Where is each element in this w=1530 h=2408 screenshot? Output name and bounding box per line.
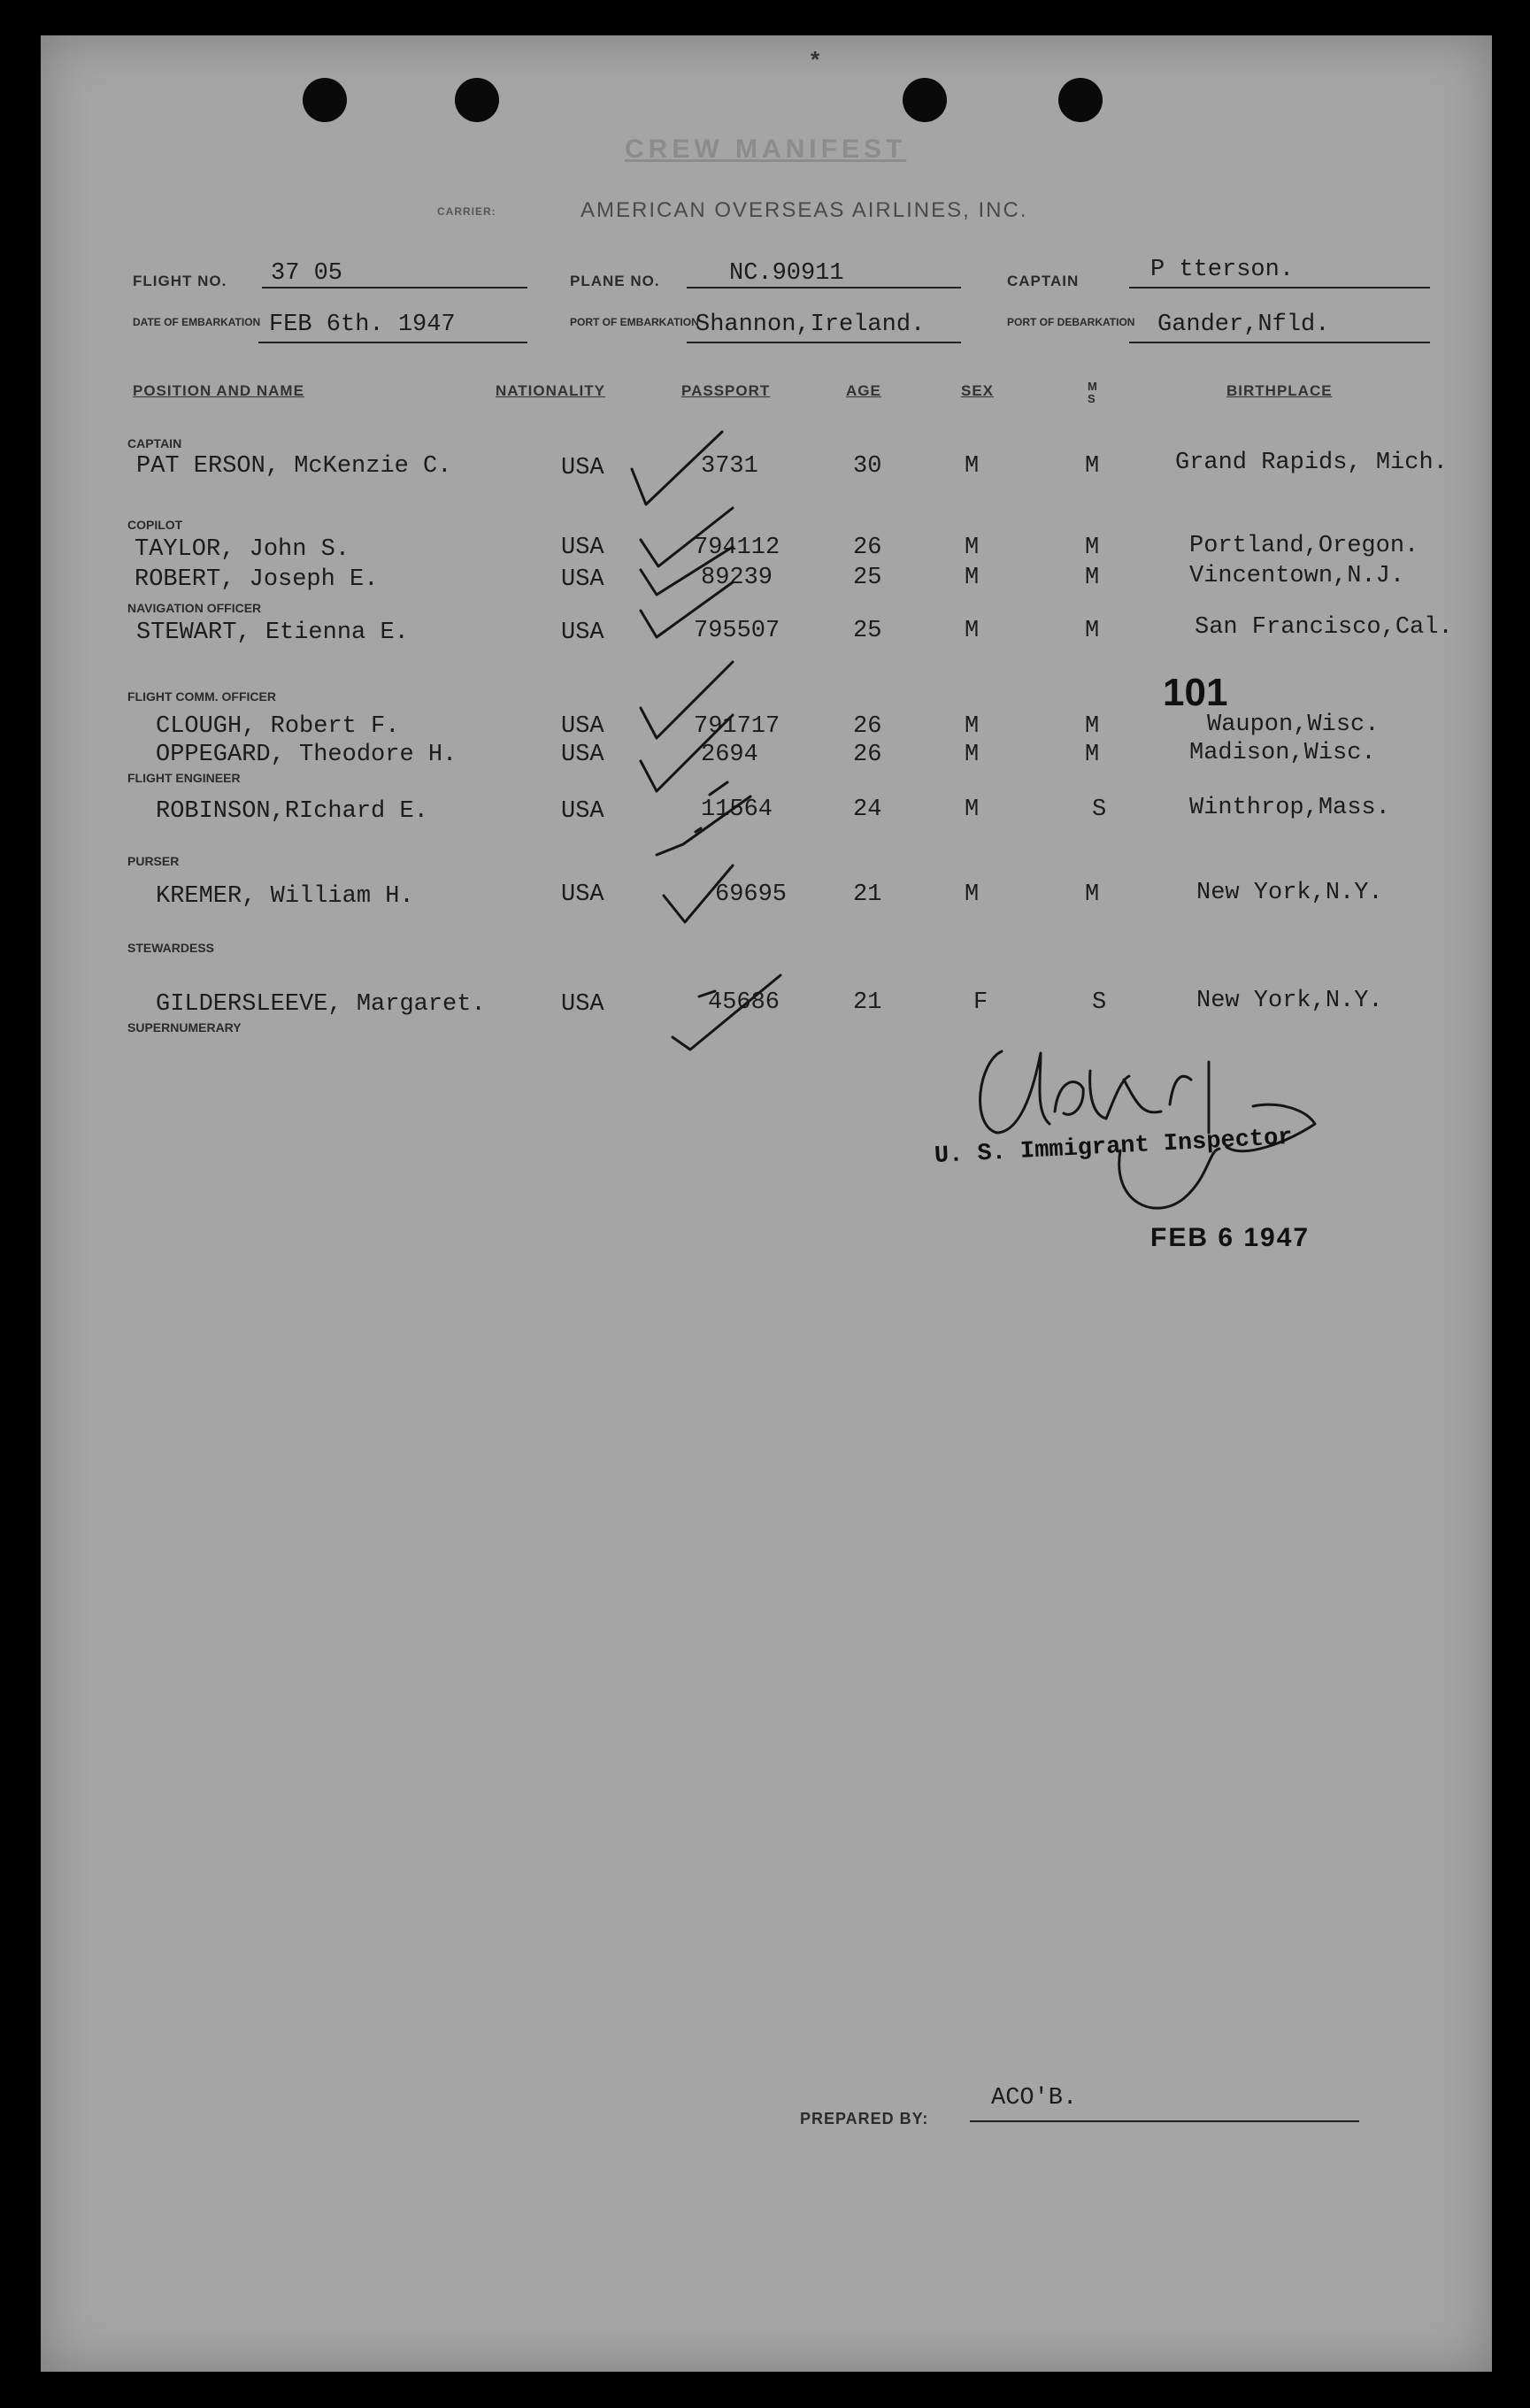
crew-nationality: USA	[561, 991, 604, 1018]
punch-hole	[303, 78, 347, 122]
inspector-signature	[943, 1027, 1403, 1230]
col-sex: SEX	[961, 382, 995, 399]
crew-nationality: USA	[561, 566, 604, 593]
crew-marital: M	[1085, 713, 1100, 740]
crew-name: ROBINSON,RIchard E.	[156, 798, 428, 825]
crew-sex: M	[965, 881, 980, 908]
crew-sex: M	[965, 618, 980, 644]
date-label: DATE OF EMBARKATION	[133, 316, 261, 328]
captain-name: P tterson.	[1150, 257, 1295, 283]
plane-label: PLANE NO.	[570, 273, 660, 289]
crew-sex: M	[965, 742, 980, 768]
check-mark	[625, 425, 731, 513]
crew-nationality: USA	[561, 619, 604, 646]
section-purser: PURSER	[127, 854, 180, 868]
col-age: AGE	[846, 382, 881, 399]
flight-number: 37 05	[271, 260, 343, 287]
check-mark	[660, 846, 784, 935]
section-navigation: NAVIGATION OFFICER	[127, 601, 262, 615]
crew-marital: M	[1085, 453, 1100, 480]
crew-name: KREMER, William H.	[156, 883, 414, 910]
col-position: POSITION AND NAME	[133, 382, 304, 399]
section-engineer: FLIGHT ENGINEER	[127, 771, 241, 785]
crew-birthplace: New York,N.Y.	[1196, 988, 1383, 1014]
crew-passport: 794112	[694, 535, 780, 561]
crew-birthplace: Portland,Oregon.	[1189, 533, 1419, 559]
carrier-label: CARRIER:	[437, 205, 496, 218]
crew-sex: F	[973, 989, 988, 1016]
crew-nationality: USA	[561, 713, 604, 740]
crew-marital: M	[1085, 535, 1100, 561]
date-line	[258, 342, 527, 343]
section-stewardess: STEWARDESS	[127, 941, 215, 955]
crew-birthplace: San Francisco,Cal.	[1195, 614, 1453, 641]
crew-name: GILDERSLEEVE, Margaret.	[156, 991, 486, 1018]
crew-passport: 795507	[694, 618, 780, 644]
crew-birthplace: Grand Rapids, Mich.	[1175, 450, 1448, 476]
port-dis-label: PORT OF DEBARKATION	[1007, 316, 1135, 328]
crew-marital: S	[1092, 796, 1107, 823]
crew-name: STEWART, Etienna E.	[136, 619, 409, 646]
check-mark	[665, 947, 807, 1044]
punch-hole	[455, 78, 499, 122]
crew-birthplace: Waupon,Wisc.	[1207, 712, 1380, 738]
inspector-title: U. S. Immigrant Inspector	[934, 1124, 1294, 1170]
crew-nationality: USA	[561, 742, 604, 768]
prepared-by: ACO'B.	[991, 2085, 1078, 2112]
crew-name: PAT ERSON, McKenzie C.	[136, 453, 452, 480]
crew-age: 24	[853, 796, 882, 823]
section-comm: FLIGHT COMM. OFFICER	[127, 689, 276, 704]
crew-name: TAYLOR, John S.	[135, 536, 350, 563]
plane-number: NC.90911	[729, 260, 844, 287]
flight-line	[262, 287, 527, 288]
port-of-embarkation: Shannon,Ireland.	[696, 312, 926, 338]
crew-nationality: USA	[561, 535, 604, 561]
crew-sex: M	[965, 713, 980, 740]
crew-marital: M	[1085, 618, 1100, 644]
crew-passport: 45686	[708, 989, 780, 1016]
crew-passport: 2694	[701, 742, 758, 768]
check-mark	[635, 577, 742, 648]
crew-passport: 89239	[701, 565, 773, 591]
crew-marital: M	[1085, 565, 1100, 591]
crew-sex: M	[965, 565, 980, 591]
section-copilot: COPILOT	[127, 518, 183, 532]
carrier-name: AMERICAN OVERSEAS AIRLINES, INC.	[580, 198, 1028, 222]
page-number: 101	[1163, 671, 1228, 714]
punch-hole	[1058, 78, 1103, 122]
crew-age: 21	[853, 989, 882, 1016]
crew-passport: 791717	[694, 713, 780, 740]
crew-nationality: USA	[561, 798, 604, 825]
crew-age: 25	[853, 618, 882, 644]
port-emb-line	[687, 342, 961, 343]
captain-label: CAPTAIN	[1007, 273, 1080, 289]
plane-line	[687, 287, 961, 288]
manifest-page	[41, 35, 1492, 2372]
crew-nationality: USA	[561, 881, 604, 908]
crew-age: 30	[853, 453, 882, 480]
flight-label: FLIGHT NO.	[133, 273, 227, 289]
port-dis-line	[1129, 342, 1430, 343]
crew-nationality: USA	[561, 455, 604, 481]
crew-sex: M	[965, 453, 980, 480]
crew-birthplace: New York,N.Y.	[1196, 880, 1383, 906]
crew-age: 26	[853, 742, 882, 768]
crew-marital: M	[1085, 881, 1100, 908]
crew-passport: 11564	[701, 796, 773, 823]
col-nationality: NATIONALITY	[496, 382, 606, 399]
crew-marital: M	[1085, 742, 1100, 768]
prepared-by-label: PREPARED BY:	[800, 2110, 929, 2127]
col-ms	[1088, 381, 1097, 405]
crew-birthplace: Madison,Wisc.	[1189, 740, 1376, 766]
col-ms-top: M	[1088, 380, 1097, 393]
crew-name: ROBERT, Joseph E.	[135, 566, 379, 593]
prepared-by-line	[970, 2120, 1359, 2122]
punch-hole	[903, 78, 947, 122]
crew-name: CLOUGH, Robert F.	[156, 713, 400, 740]
crew-age: 21	[853, 881, 882, 908]
section-captain: CAPTAIN	[127, 436, 182, 450]
crew-passport: 69695	[715, 881, 788, 908]
port-emb-label: PORT OF EMBARKATION	[570, 316, 699, 328]
col-passport: PASSPORT	[681, 382, 771, 399]
crew-age: 25	[853, 565, 882, 591]
captain-line	[1129, 287, 1430, 288]
col-ms-bottom: S	[1088, 392, 1096, 405]
crew-name: OPPEGARD, Theodore H.	[156, 742, 457, 768]
crew-birthplace: Winthrop,Mass.	[1189, 795, 1390, 821]
col-birthplace: BIRTHPLACE	[1226, 382, 1333, 399]
crew-marital: S	[1092, 989, 1107, 1016]
section-supernumerary: SUPERNUMERARY	[127, 1020, 242, 1035]
crew-passport: 3731	[701, 453, 758, 480]
port-of-debarkation: Gander,Nfld.	[1157, 312, 1330, 338]
crew-sex: M	[965, 535, 980, 561]
embarkation-date: FEB 6th. 1947	[269, 312, 456, 338]
inspection-date-stamp: FEB 6 1947	[1150, 1223, 1311, 1252]
crew-age: 26	[853, 713, 882, 740]
form-title: CREW MANIFEST	[625, 135, 907, 164]
top-mark: *	[811, 46, 820, 73]
crew-age: 26	[853, 535, 882, 561]
crew-sex: M	[965, 796, 980, 823]
crew-birthplace: Vincentown,N.J.	[1189, 563, 1405, 589]
